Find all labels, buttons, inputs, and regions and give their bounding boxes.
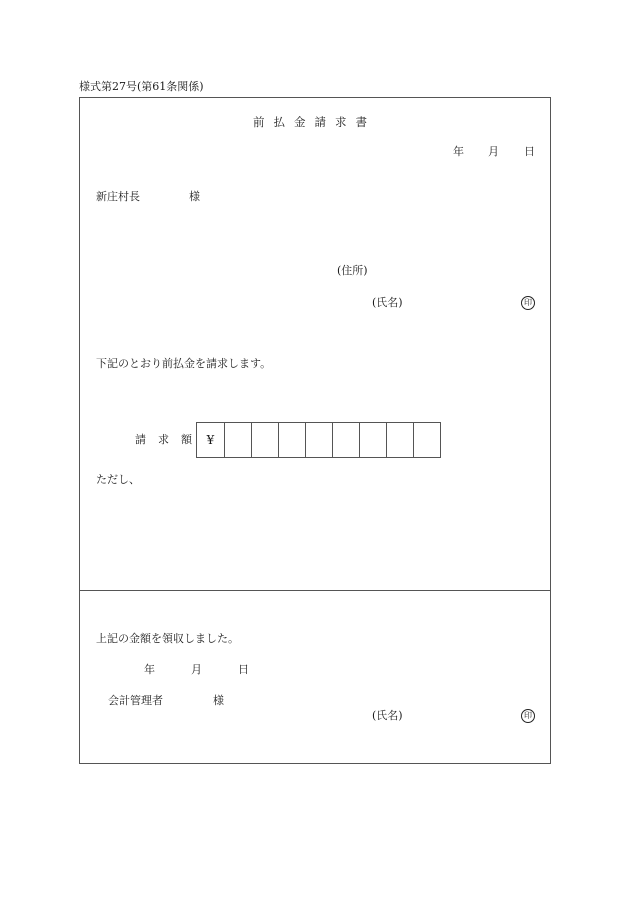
address-label: (住所) xyxy=(337,264,368,277)
receipt-date-day: 日 xyxy=(238,663,249,676)
amount-digit-cell xyxy=(224,423,251,457)
section-divider xyxy=(79,590,551,591)
receipt-honorific: 様 xyxy=(213,694,224,707)
receipt-date-year: 年 xyxy=(144,663,155,676)
proviso: ただし、 xyxy=(96,473,140,486)
form-number: 様式第27号(第61条関係) xyxy=(79,80,204,93)
amount-field xyxy=(196,422,441,458)
name-label: (氏名) xyxy=(372,296,403,309)
receipt-recipient: 会計管理者 xyxy=(108,694,163,707)
amount-digit-cell xyxy=(278,423,305,457)
receipt-name-label: (氏名) xyxy=(372,709,403,722)
amount-digit-cell xyxy=(251,423,278,457)
yen-cell: ¥ xyxy=(206,433,215,447)
addressee-honorific: 様 xyxy=(189,190,200,203)
amount-digit-cell xyxy=(413,423,440,457)
amount-digit-cell xyxy=(305,423,332,457)
amount-digit-cell xyxy=(386,423,413,457)
addressee-name: 新庄村長 xyxy=(96,190,140,203)
seal-icon: 印 xyxy=(521,296,535,310)
amount-digit-cell xyxy=(359,423,386,457)
date-day: 日 xyxy=(524,145,535,158)
form-title: 前払金請求書 xyxy=(253,115,376,129)
amount-label: 請求額 xyxy=(135,433,204,446)
date-month: 月 xyxy=(488,145,499,158)
receipt-statement: 上記の金額を領収しました。 xyxy=(96,632,239,645)
amount-digit-cell xyxy=(332,423,359,457)
receipt-date-month: 月 xyxy=(191,663,202,676)
request-statement: 下記のとおり前払金を請求します。 xyxy=(96,357,272,370)
receipt-seal-icon: 印 xyxy=(521,709,535,723)
date-year: 年 xyxy=(453,145,464,158)
